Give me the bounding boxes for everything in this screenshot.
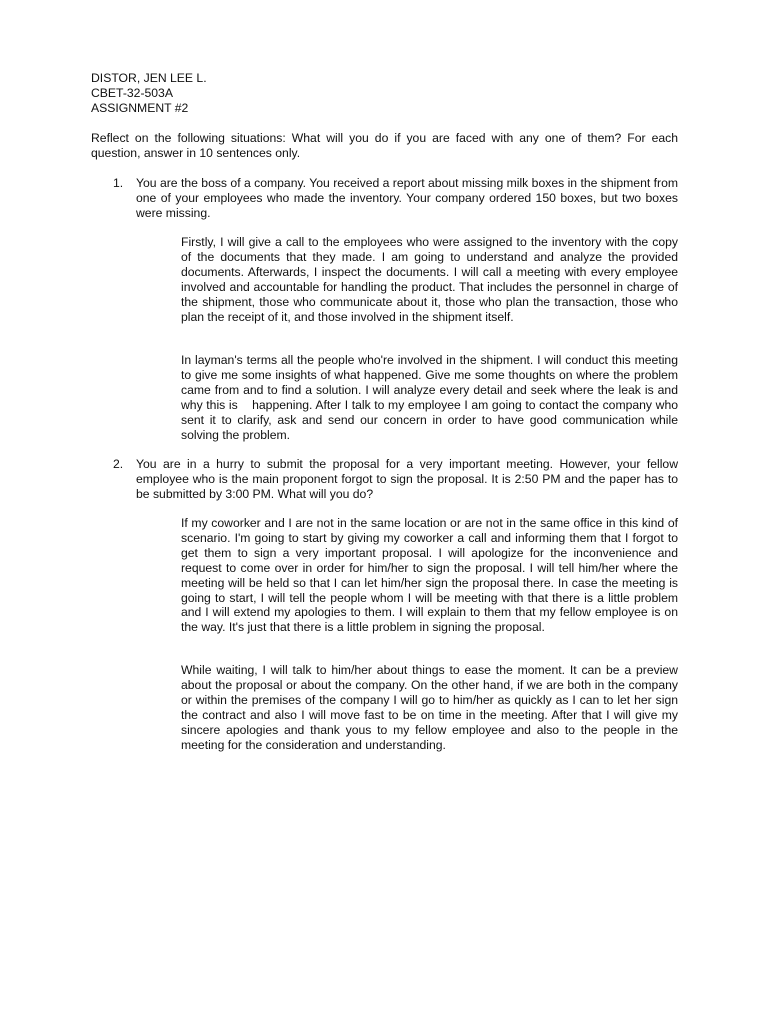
instructions: Reflect on the following situations: What will you do if you are faced with any one of them? For each question, answer in 10 sentences only.	[91, 131, 678, 160]
question-text: You are the boss of a company. You received a report about missing milk boxes in the shipment from one of your employees who made the inventory. Your company ordered 150 boxes, but two boxes were missing.	[136, 176, 678, 220]
answer-1-paragraph-2: In layman's terms all the people who're involved in the shipment. I will conduct this meeting to give me some insights of what happened. Give me some thoughts on where the problem came from and to find a solution. I will analyze every detail and seek where the leak is and why this is happening. After I talk to my employee I am going to contact the company who sent it to clarify, ask and send our concern in order to have good communication while solving the problem.	[181, 353, 682, 442]
answer-2-paragraph-1: If my coworker and I are not in the same location or are not in the same office in this kind of scenario. I'm going to start by giving my coworker a call and informing them that I forgot to get them to sign a very important proposal. I will apologize for the inconvenience and request to come over in order for him/her to sign the proposal. I will tell him/her where the meeting will be held so that I can let him/her sign the proposal there. In case the meeting is going to start, I will tell the people whom I will be meeting with that there is a little problem and I will extend my apologies to them. I will explain to them that my fellow employee is on the way. It's just that there is a little problem in signing the proposal.	[181, 516, 678, 635]
answer-1-paragraph-1: Firstly, I will give a call to the employees who were assigned to the inventory with the copy of the documents that they made. I am going to understand and analyze the provided documents. Afterwards, I inspect the documents. I will call a meeting with every employee involved and accountable for handling the product. That includes the personnel in charge of the shipment, those who communicate about it, those who plan the transaction, those who plan the receipt of it, and those involved in the shipment itself.	[181, 235, 678, 324]
question-2	[113, 457, 678, 502]
question-text: You are in a hurry to submit the proposal for a very important meeting. However, your fellow employee who is the main proponent forgot to sign the proposal. It is 2:50 PM and the paper has to be submitted by 3:00 PM. What will you do?	[136, 457, 678, 501]
student-name: DISTOR, JEN LEE L.	[91, 71, 207, 85]
question-number: 2.	[113, 457, 124, 471]
section-code: CBET-32-503A	[91, 85, 173, 100]
document-header	[91, 71, 391, 116]
question-number: 1.	[113, 176, 124, 190]
answer-2-paragraph-2: While waiting, I will talk to him/her about things to ease the moment. It can be a preview about the proposal or about the company. On the other hand, if we are both in the company or within the premises of the company I will go to him/her as quickly as I can to let her sign the contract and also I will move fast to be on time in the meeting. After that I will give my sincere apologies and thank yous to my fellow employee and also to the people in the meeting for the consideration and understanding.	[181, 663, 678, 752]
question-1	[113, 176, 678, 221]
assignment-title: ASSIGNMENT #2	[91, 100, 189, 115]
